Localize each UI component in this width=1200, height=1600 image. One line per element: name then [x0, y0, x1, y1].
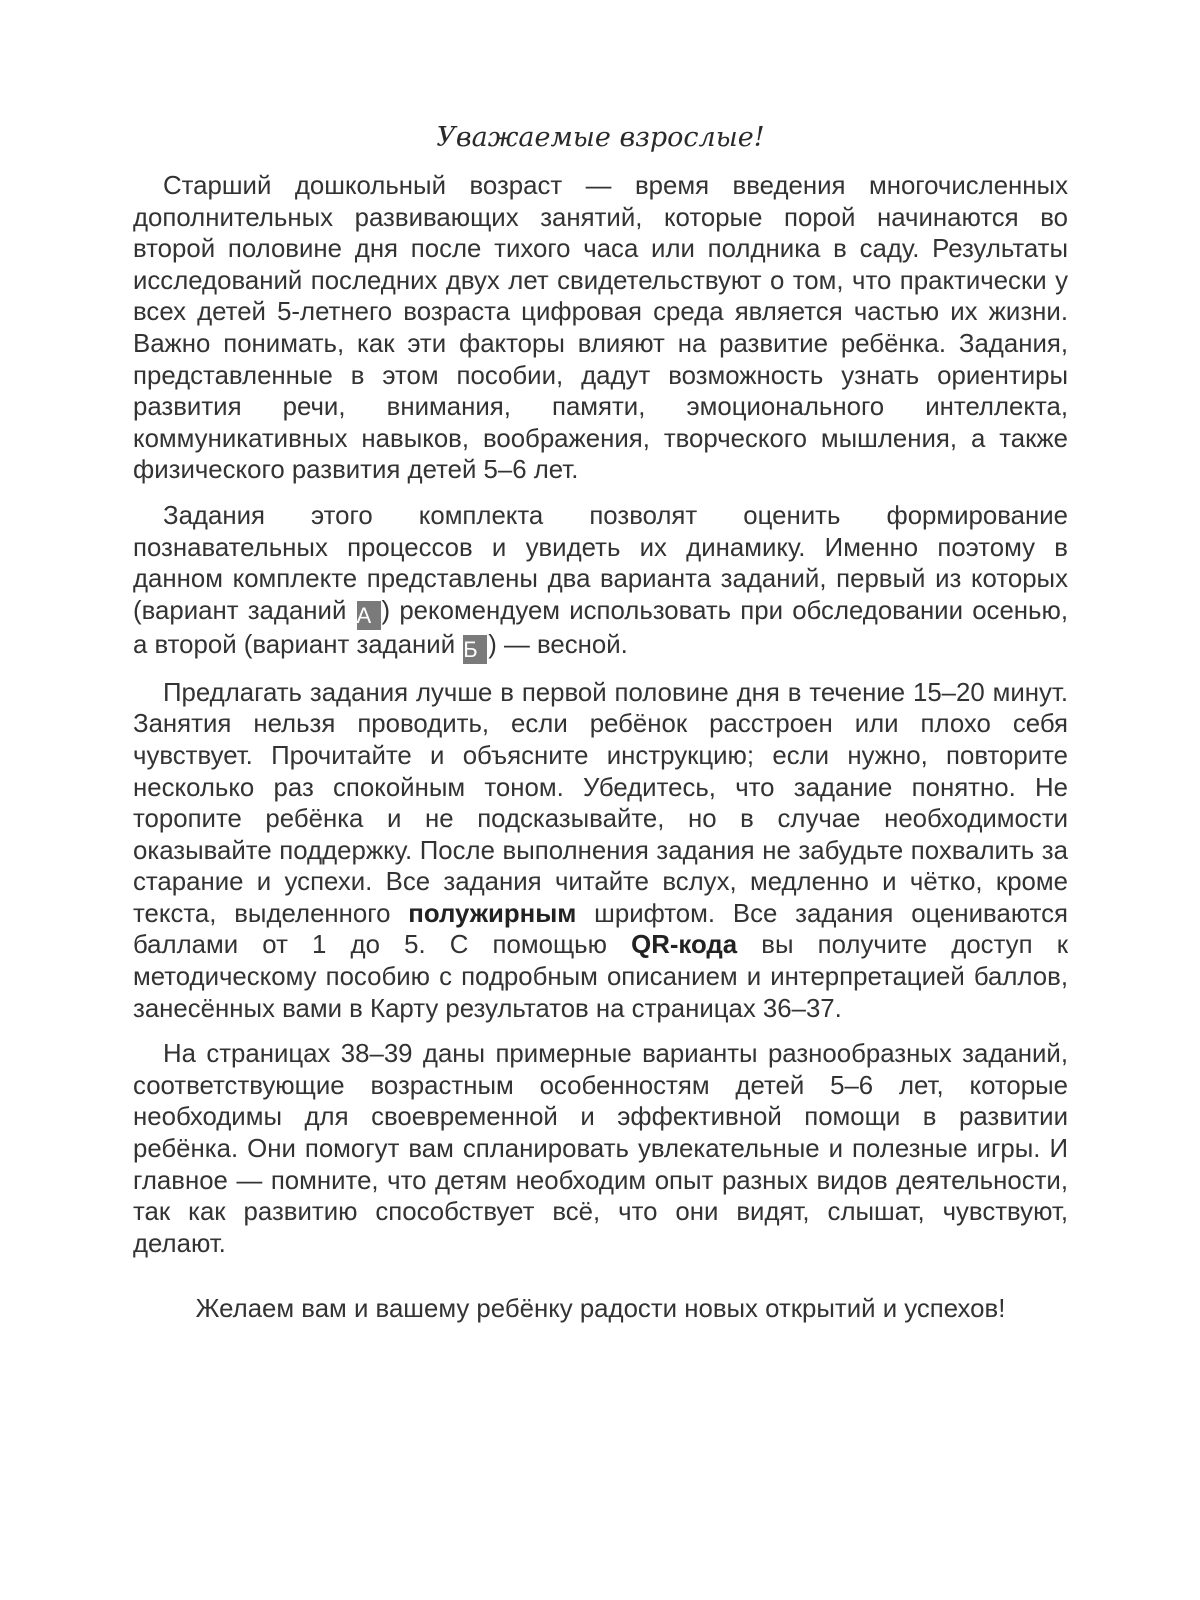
- paragraph-instructions: [133, 678, 1068, 1026]
- paragraph-instructions-text-2: шрифтом. Все задания оцениваются баллами от 1 до 5. С помощью: [133, 899, 1068, 960]
- paragraph-variants-text-2: ) рекомендуем использовать при обследовании осенью, а второй (вариант заданий: [133, 596, 1068, 659]
- page-heading: Уважаемые взрослые!: [436, 122, 765, 153]
- paragraph-intro: Старший дошкольный возраст — время введения многочисленных дополнительных развивающих занятий, которые порой начинаются во второй половине дня после тихого часа или полдника в саду. Результаты исследований последних двух лет свидетельствуют о том, что практически у всех детей 5-летнего возраста цифровая среда является частью их жизни. Важно понимать, как эти факторы влияют на развитие ребёнка. Задания, представленные в этом пособии, дадут возможность узнать ориентиры развития речи, внимания, памяти, эмоционального интеллекта, коммуникативных навыков, воображения, творческого мышления, а также физического развития детей 5–6 лет.: [133, 172, 1068, 485]
- bold-term-qr-code: QR-кода: [631, 931, 738, 960]
- paragraph-variants: [133, 501, 1068, 664]
- paragraph-instructions-text-1: Предлагать задания лучше в первой половине дня в течение 15–20 минут. Занятия нельзя проводить, если ребёнок расстроен или плохо себя чувствует. Прочитайте и объясните инструкцию; если нужно, повторите несколько раз спокойным тоном. Убедитесь, что задание понятно. Не торопите ребёнка и не подсказывайте, но в случае необходимости оказывайте поддержку. После выполнения задания не забудьте похвалить за старание и успехи. Все задания читайте вслух, медленно и чётко, кроме текста, выделенного: [133, 678, 1068, 928]
- variant-a-badge: А: [357, 601, 381, 630]
- document-page: [133, 118, 1068, 1326]
- variant-b-badge: Б: [463, 635, 487, 664]
- paragraph-variants-text-1: Задания этого комплекта позволят оценить формирование познавательных процессов и увидеть их динамику. Именно поэтому в данном комплекте представлены два варианта заданий, первый из которых (вариант заданий: [133, 501, 1068, 625]
- paragraph-extra-tasks: На страницах 38–39 даны примерные варианты разнообразных заданий, соответствующие возрастным особенностям детей 5–6 лет, которые необходимы для своевременной и эффективной помощи в развитии ребёнка. Они помогут вам спланировать увлекательные и полезные игры. И главное — помните, что детям необходим опыт разных видов деятельности, так как развитию способствует всё, что они видят, слышат, чувствуют, делают.: [133, 1040, 1068, 1258]
- bold-term-semibold: полужирным: [408, 899, 577, 928]
- closing-wish: Желаем вам и вашему ребёнку радости новых открытий и успехов!: [195, 1295, 1006, 1324]
- paragraph-variants-text-3: ) — весной.: [488, 630, 628, 659]
- paragraph-instructions-text-3: вы получите доступ к методическому пособию с подробным описанием и интерпретацией баллов, занесённых вами в Карту результатов на страницах 36–37.: [133, 931, 1068, 1023]
